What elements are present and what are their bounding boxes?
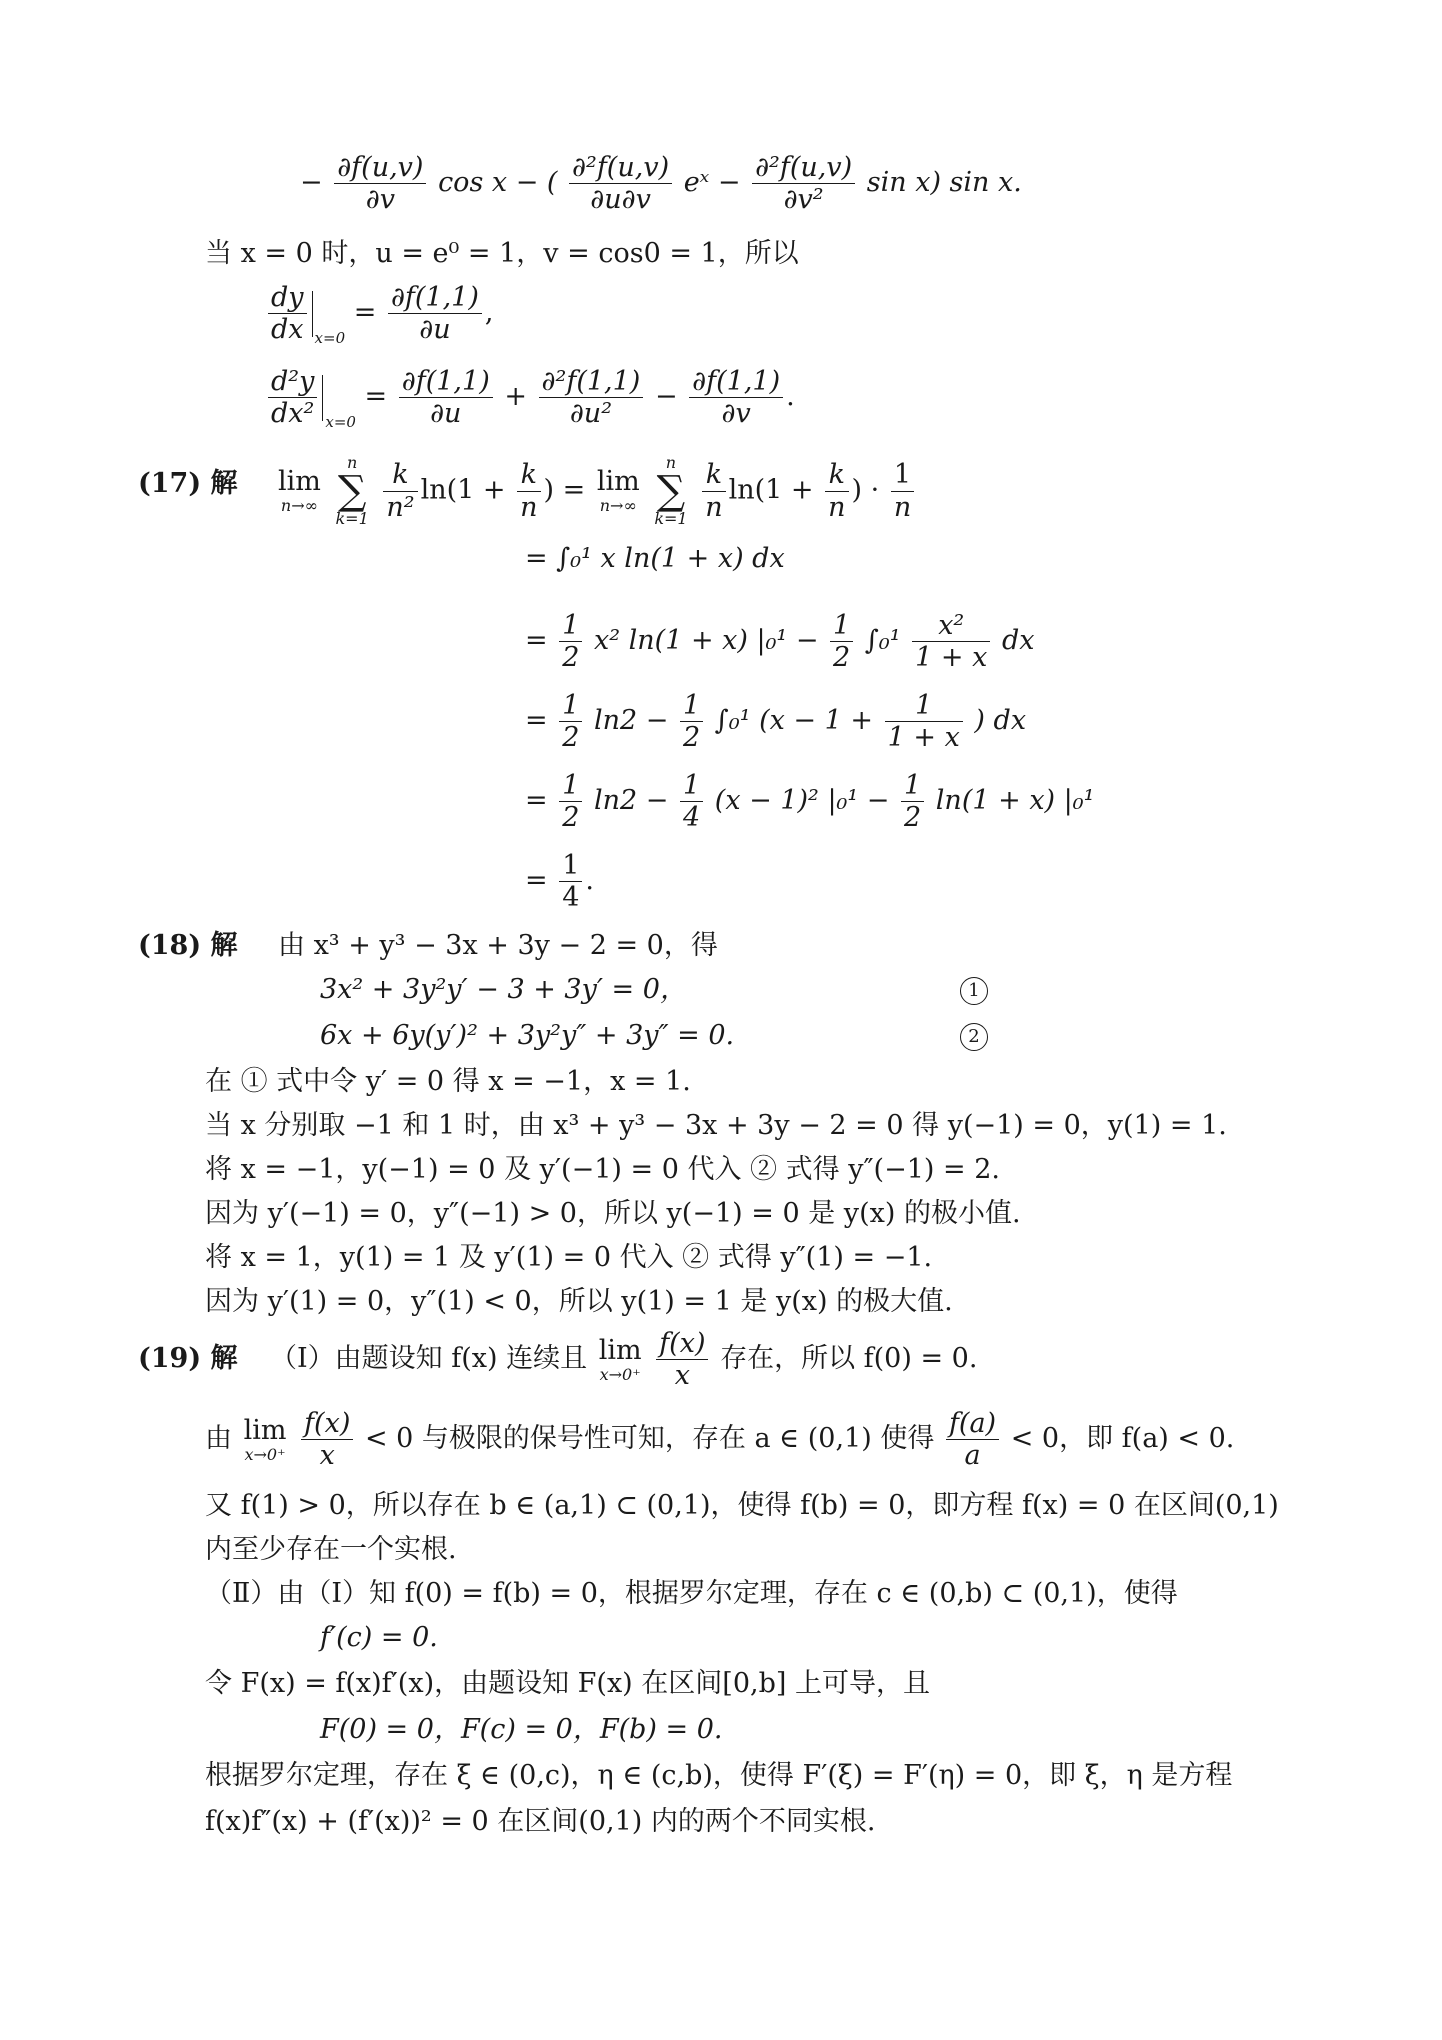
lim-subscript: x→0⁺ [599,1364,641,1384]
fraction [680,690,703,753]
denominator: n [893,491,912,523]
numerator: 1 [559,690,582,722]
expr-text: ln2 − [594,785,669,817]
continuation-line-1 [300,152,1022,215]
lim-text: lim [598,1334,642,1366]
sigma-icon: ∑ [656,468,686,514]
problem-18-line-4: 在 ① 式中令 y′ = 0 得 x = −1，x = 1. [205,1066,691,1097]
numerator: 1 [559,770,582,802]
numerator: 1 [885,690,963,722]
text: （Ⅰ）由题设知 f(x) 连续且 [270,1343,588,1375]
equals: = [525,865,548,897]
numerator: f(x) [656,1328,708,1360]
minus: − [654,381,678,413]
equals: = [364,381,388,413]
fraction [301,1408,353,1471]
problem-19-line-9: 根据罗尔定理，存在 ξ ∈ (0,c)，η ∈ (c,b)，使得 F′(ξ) = F′(η) = 0，即 ξ，η 是方程 [205,1760,1233,1791]
expr-text: ln(1 + x) |₀¹ [935,785,1095,817]
dx-text: dx [1001,625,1035,657]
numerator: k [517,459,540,491]
expr-text: cos x − ( [438,167,558,199]
numerator: 1 [680,690,703,722]
close-paren: ) · [851,474,880,506]
lim-text: lim [243,1414,287,1446]
problem-18-eq-2: 6x + 6y(y′)² + 3y²y″ + 3y″ = 0. [320,1020,735,1051]
sigma-icon: ∑ [337,468,367,514]
sum-lower: k=1 [654,509,688,528]
problem-19-line-1 [270,1328,977,1391]
fraction [946,1408,999,1471]
dx-text: ) dx [974,705,1027,737]
continuation-line-4 [265,366,795,430]
problem-19-line-8: F(0) = 0，F(c) = 0，F(b) = 0. [320,1714,723,1745]
limit [241,1415,290,1464]
denominator: ∂u∂v [590,184,651,216]
denominator: 2 [562,802,580,834]
denominator: dx² [271,398,315,430]
plus: + [504,381,527,413]
lim-subscript: x→0⁺ [244,1444,286,1464]
fraction [559,610,582,673]
problem-18-line-6: 将 x = −1，y(−1) = 0 及 y′(−1) = 0 代入 ② 式得 y″(−1) = 2. [205,1154,1000,1185]
fraction [334,152,426,215]
text: 存在，所以 f(0) = 0. [720,1343,978,1375]
period: . [585,865,594,897]
fraction [656,1328,708,1391]
numerator: k [825,459,848,491]
problem-19-line-2 [205,1408,1234,1471]
problem-19-label: (19) 解 [138,1343,238,1374]
fraction [901,770,924,833]
sum-upper: n [346,453,358,472]
problem-19-line-4: 内至少存在一个实根. [205,1534,457,1565]
lim-text: lim [278,466,321,498]
limit [275,466,324,515]
denominator: 4 [683,802,701,834]
lim-text: lim [596,466,640,498]
numerator: k [383,459,417,491]
denominator: ∂u [419,314,451,346]
denominator: ∂v² [783,184,824,216]
numerator: 1 [901,770,924,802]
expr-text: x² ln(1 + x) |₀¹ − [594,625,819,657]
problem-18-eq-1: 3x² + 3y²y′ − 3 + 3y′ = 0， [320,974,687,1005]
problem-19-line-10: f(x)f″(x) + (f′(x))² = 0 在区间(0,1) 内的两个不同实根. [205,1806,876,1837]
problem-17-step-4 [525,770,1094,833]
sum-upper: n [665,453,677,472]
problem-19-line-5: （Ⅱ）由（Ⅰ）知 f(0) = f(b) = 0，根据罗尔定理，存在 c ∈ (0,b) ⊂ (0,1)，使得 [205,1578,1178,1609]
problem-19-line-6: f′(c) = 0. [320,1622,438,1653]
numerator: 1 [680,770,703,802]
comma: , [484,297,494,329]
denominator: 2 [904,802,922,834]
problem-18-line-8: 将 x = 1，y(1) = 1 及 y′(1) = 0 代入 ② 式得 y″(1) = −1. [205,1242,933,1273]
fraction [399,366,493,429]
integral-text: ∫₀¹ [864,625,901,657]
numerator: ∂²f(u,v) [569,152,672,184]
circled-number: 1 [960,977,988,1005]
denominator: 2 [833,642,851,674]
denominator: 2 [562,642,580,674]
denominator: dx [271,314,304,346]
limit [594,466,643,515]
problem-18-line-7: 因为 y′(−1) = 0，y″(−1) > 0，所以 y(−1) = 0 是 y(x) 的极小值. [205,1198,1021,1229]
numerator: x² [912,610,990,642]
problem-18-line-5: 当 x 分别取 −1 和 1 时，由 x³ + y³ − 3x + 3y − 2 = 0 得 y(−1) = 0，y(1) = 1. [205,1110,1227,1141]
integral-text: ∫₀¹ (x − 1 + [714,705,874,737]
fraction [559,850,582,913]
fraction [569,152,672,215]
problem-19-line-7: 令 F(x) = f(x)f′(x)，由题设知 F(x) 在区间[0,b] 上可导，且 [205,1668,930,1699]
numerator: ∂f(1,1) [388,282,482,314]
ln-text: ln(1 + [420,474,506,506]
fraction [559,770,582,833]
circled-number: 2 [960,1023,988,1051]
denominator: x [674,1360,690,1392]
equals: = [525,625,548,657]
subscript: x=0 [314,329,346,348]
fraction [702,459,725,522]
numerator: f(a) [946,1408,999,1440]
expr-text: ln2 − [594,705,669,737]
problem-17-step-2 [525,610,1034,673]
fraction [891,459,914,522]
equals: = [525,705,548,737]
problem-17-label: (17) 解 [138,468,238,499]
denominator: n [828,491,846,523]
period: . [786,381,795,413]
sum-lower: k=1 [335,509,369,528]
expr-text: sin x) sin x. [866,167,1022,199]
denominator: 2 [683,722,701,754]
numerator: 1 [559,850,582,882]
denominator: ∂u² [569,398,613,430]
problem-18-line-9: 因为 y′(1) = 0，y″(1) < 0，所以 y(1) = 1 是 y(x) 的极大值. [205,1286,953,1317]
equation-marker-2 [960,1020,988,1051]
numerator: d²y [268,366,317,398]
text: 由 [205,1423,232,1455]
fraction [383,459,417,522]
limit [596,1335,645,1384]
minus-sign: − [300,167,323,199]
fraction [539,366,644,429]
denominator: ∂v [365,184,395,216]
close-paren: ) = [543,474,586,506]
denominator: ∂v [721,398,751,430]
evaluation-bar [322,375,323,421]
denominator: ∂u [430,398,462,430]
problem-18-line-1: 由 x³ + y³ − 3x + 3y − 2 = 0，得 [278,930,718,961]
numerator: 1 [559,610,582,642]
denominator: 2 [562,722,580,754]
numerator: k [702,459,725,491]
fraction [680,770,703,833]
fraction [388,282,482,345]
problem-17-result [525,850,594,913]
fraction [912,610,990,673]
lim-subscript: n→∞ [280,496,318,516]
numerator: 1 [891,459,914,491]
numerator: ∂²f(1,1) [539,366,644,398]
continuation-line-3 [265,282,494,346]
denominator: 4 [562,882,580,914]
fraction [830,610,853,673]
summation [332,455,371,527]
denominator: n [705,491,723,523]
fraction [517,459,540,522]
fraction [268,282,307,345]
denominator: 1 + x [915,642,988,674]
fraction [559,690,582,753]
denominator: n [520,491,538,523]
lim-subscript: n→∞ [599,496,637,516]
fraction [268,366,317,429]
numerator: dy [268,282,307,314]
problem-17-line-1 [275,455,917,527]
fraction [752,152,855,215]
numerator: ∂f(u,v) [334,152,426,184]
problem-17-step-1: = ∫₀¹ x ln(1 + x) dx [525,543,785,574]
fraction [825,459,848,522]
numerator: 1 [830,610,853,642]
continuation-line-2: 当 x = 0 时，u = e⁰ = 1，v = cos0 = 1，所以 [205,238,799,269]
equals: = [353,297,377,329]
problem-17-step-3 [525,690,1026,753]
numerator: ∂f(1,1) [399,366,493,398]
problem-19-line-3: 又 f(1) > 0，所以存在 b ∈ (a,1) ⊂ (0,1)，使得 f(b) = 0，即方程 f(x) = 0 在区间(0,1) [205,1490,1279,1521]
numerator: ∂²f(u,v) [752,152,855,184]
expr-text: eˣ − [683,167,741,199]
numerator: ∂f(1,1) [689,366,783,398]
subscript: x=0 [325,413,356,432]
fraction [689,366,783,429]
expr-text: (x − 1)² |₀¹ − [714,785,890,817]
equation-marker-1 [960,974,988,1005]
text: < 0，即 f(a) < 0. [1010,1423,1235,1455]
denominator: a [964,1440,981,1472]
ln-text: ln(1 + [728,474,814,506]
text: < 0 与极限的保号性可知，存在 a ∈ (0,1) 使得 [364,1423,935,1455]
problem-18-label: (18) 解 [138,930,238,961]
denominator: 1 + x [887,722,960,754]
equals: = [525,785,548,817]
numerator: f(x) [301,1408,353,1440]
fraction [885,690,963,753]
evaluation-bar [312,291,313,337]
summation [651,455,690,527]
denominator: n² [386,491,415,523]
denominator: x [319,1440,335,1472]
